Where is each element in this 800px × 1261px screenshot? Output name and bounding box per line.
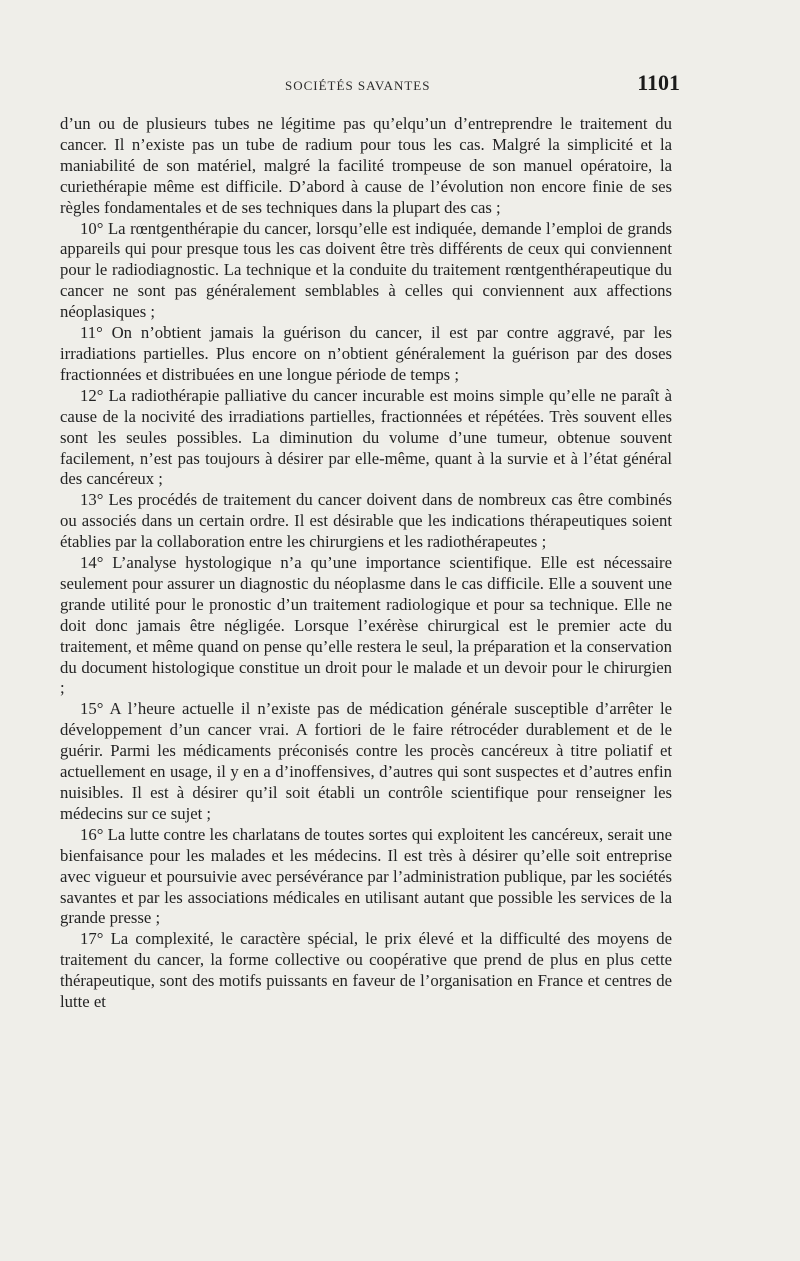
paragraph-14: 14° L’analyse hystologique n’a qu’une importance scientifique. Elle est nécessaire seulement pour assurer un diagnostic du néoplasme dans le cas difficile. Elle a souvent une grande utilité pour le pronostic d’un traitement radiologique et pour sa technique. Elle ne doit donc jamais être négligée. Lorsque l’exérèse chirurgical est le premier acte du traitement, et même quand on pense qu’elle restera le seul, la préparation et la conservation du document histologique constitue un droit pour le malade et un devoir pour le chirurgien ; (60, 553, 672, 698)
paragraph-17: 17° La complexité, le caractère spécial, le prix élevé et la difficulté des moyens de traitement du cancer, la forme collective ou coopérative que prend de plus en plus cette thérapeutique, sont des motifs puissants en faveur de l’organisation en France et centres de lutte et (60, 929, 672, 1012)
paragraph-15: 15° A l’heure actuelle il n’existe pas de médication générale susceptible d’arrêter le développement d’un cancer vrai. A fortiori de le faire rétrocéder durablement et de le guérir. Parmi les médicaments préconisés contre les procès cancéreux à titre poliatif et actuellement en usage, il y en a d’inoffensives, d’autres qui sont suspectes et d’autres enfin nuisibles. Il est à désirer qu’il soit établi un contrôle scientifique pour renseigner les médecins sur ce sujet ; (60, 699, 672, 823)
running-head: SOCIÉTÉS SAVANTES (285, 78, 431, 93)
page-header (60, 70, 680, 100)
paragraph-continuation: d’un ou de plusieurs tubes ne légitime pas qu’elqu’un d’entreprendre le traitement du cancer. Il n’existe pas un tube de radium pour tous les cas. Malgré la simplicité et la maniabilité de son matériel, malgré la facilité trompeuse de son manuel opératoire, la curiethérapie même est difficile. D’abord à cause de l’évolution non encore finie de ses règles fondamentales et de ses techniques dans la plupart des cas ; (60, 114, 672, 217)
page-number: 1101 (637, 70, 680, 95)
paragraph-16: 16° La lutte contre les charlatans de toutes sortes qui exploitent les cancéreux, serait une bienfaisance pour les malades et les médecins. Il est très à désirer qu’elle soit entreprise avec vigueur et poursuivie avec persévérance par l’administration publique, par les sociétés savantes et par les associations médicales en utilisant autant que possible les services de la grande presse ; (60, 824, 672, 928)
paragraph-13: 13° Les procédés de traitement du cancer doivent dans de nombreux cas être combinés ou associés dans un certain ordre. Il est désirable que les indications thérapeutiques soient établies par la collaboration entre les chirurgiens et les radiothérapeutes ; (60, 490, 672, 552)
paragraph-10: 10° La rœntgenthérapie du cancer, lorsqu’elle est indiquée, demande l’emploi de grands appareils qui pour presque tous les cas doivent être très différents de ceux qui conviennent pour le radiodiagnostic. La technique et la conduite du traitement rœntgenthérapeutique du cancer ne sont pas généralement semblables à celles qui conviennent aux affections néoplasiques ; (60, 218, 672, 322)
paragraph-11: 11° On n’obtient jamais la guérison du cancer, il est par contre aggravé, par les irradiations partielles. Plus encore on n’obtient généralement la guérison par des doses fractionnées et distribuées en une longue période de temps ; (60, 323, 672, 384)
paragraph-12: 12° La radiothérapie palliative du cancer incurable est moins simple qu’elle ne paraît à cause de la nocivité des irradiations partielles, fractionnées et répétées. Très souvent elles sont les seules possibles. La diminution du volume d’une tumeur, obtenue souvent facilement, n’est pas toujours à désirer par elle-même, quant à la survie et à l’état général des cancéreux ; (60, 385, 672, 489)
body-text (60, 114, 672, 1013)
